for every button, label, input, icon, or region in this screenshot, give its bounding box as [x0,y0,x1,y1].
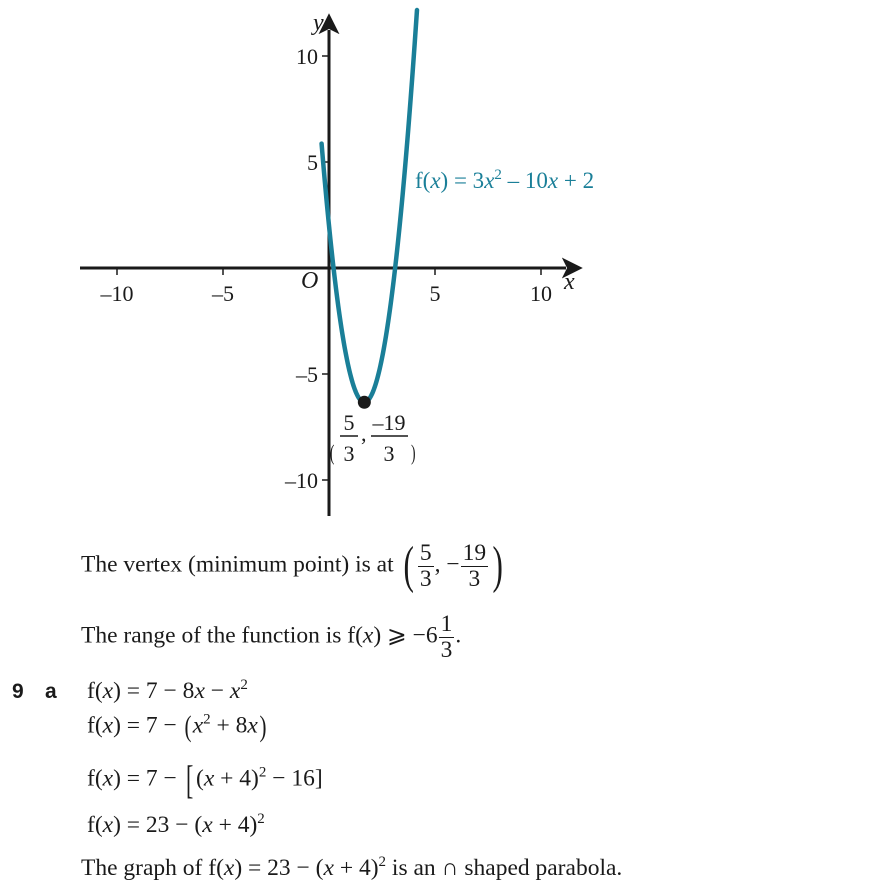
y-axis-label: y [313,10,324,36]
vertex-label-right-paren: ) [411,440,416,465]
vertex-y-fraction: $\frac{19}{3}$ [462,539,487,592]
y-tick-label: –5 [296,362,318,387]
x-tick-label: 5 [429,281,441,306]
left-paren: ( [402,537,414,594]
origin-label: O [301,268,319,294]
x-axis-label: x [564,269,575,295]
vertex-label-den1: 3 [343,441,355,466]
curve-group [322,10,417,409]
vertex-x-fraction: $\frac{5}{3}$ [419,539,432,592]
x-tick-label: –10 [100,281,134,306]
vertex-label-left-paren: ( [329,440,335,465]
x-tick-label: –5 [212,281,234,306]
step-1: $f(x) = 7 - 8x - x^2$ [87,677,248,704]
right-paren: ) [492,537,503,594]
vertex-label-comma: , [361,421,367,446]
vertex-label-num2: –19 [372,410,406,435]
parabola-curve [322,10,417,402]
vertex-label [330,410,416,466]
step-3: f(x) = 7 − [ $(x + 4)^2 - 16$] [87,757,323,802]
vertex-point [358,396,371,409]
range-fraction: $\frac{1}{3}$ [440,611,453,663]
curve-label: $f(x) = 3x^2 - 10x + 2$ [415,167,595,193]
range-statement: The range of the function is f(x) ⩾ −6 $\frac{1}{3}$ . [81,611,462,663]
vertex-separator: , − [434,551,460,578]
y-tick-label: 10 [296,44,318,69]
question-number: 9 [12,680,24,703]
vertex-statement-text: The vertex (minimum point) is at [81,551,394,578]
step-4: $f(x) = 23 - (x + 4)^2$ [87,811,265,838]
step-2: $f(x) = 7 - (x^2 + 8x)$ [87,710,267,743]
vertex-label-den2: 3 [383,441,395,466]
conclusion: The graph of $f(x) = 23 - (x + 4)^2$ is an ∩ shaped parabola. [81,854,623,881]
vertex-label-num1: 5 [343,410,355,435]
axes [80,30,566,516]
vertex-statement [81,537,506,594]
y-tick-label: 5 [307,150,318,175]
x-tick-label: 10 [530,281,552,306]
question-part: a [45,680,57,703]
y-tick-label: –10 [285,468,318,493]
